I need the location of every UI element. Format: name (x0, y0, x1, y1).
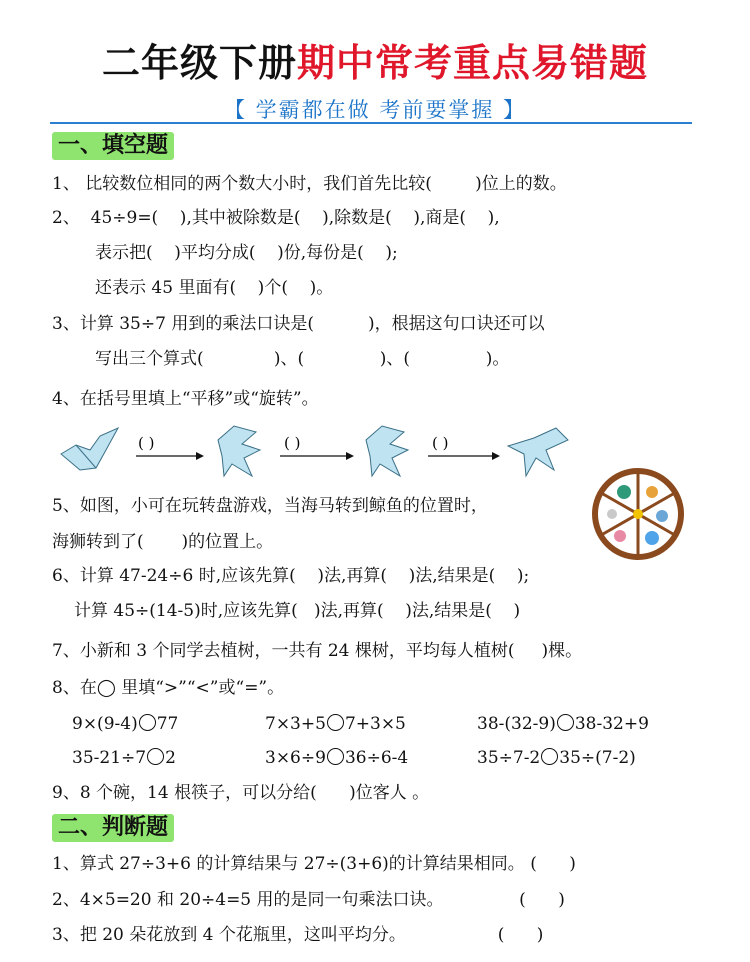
question-1: 1、 比较数位相同的两个数大小时，我们首先比较( )位上的数。 (52, 174, 567, 194)
compare-left: 35-21÷7 (72, 748, 147, 768)
judge-1: 1、算式 27÷3+6 的计算结果与 27÷(3+6)的计算结果相同。 ( ) (52, 854, 576, 874)
blank-circle[interactable] (541, 748, 558, 765)
title-black: 二年级下册 (101, 41, 297, 85)
arrow-blank-3: ( ) (432, 434, 449, 452)
compare-left: 35÷7-2 (477, 748, 541, 768)
compare-left: 9×(9-4) (72, 714, 138, 734)
question-4: 4、在括号里填上“平移”或“旋转”。 (52, 389, 319, 409)
question-9: 9、8 个碗，14 根筷子，可以分给( )位客人 。 (52, 783, 430, 803)
judge-2: 2、4×5=20 和 20÷4=5 用的是同一句乘法口诀。 ( ) (52, 890, 565, 910)
sea-lion-icon (607, 509, 617, 519)
section-fill-blank: 一、填空题 (52, 132, 174, 160)
compare-item (477, 712, 649, 736)
question-3b: 写出三个算式( )、( )、( )。 (95, 349, 510, 369)
compare-left: 3×6÷9 (265, 748, 326, 768)
blank-circle[interactable] (139, 714, 156, 731)
spinner-wheel (590, 466, 686, 562)
page-title (0, 38, 750, 88)
question-7: 7、小新和 3 个同学去植树，一共有 24 棵树，平均每人植树( )棵。 (52, 641, 583, 661)
compare-item (265, 746, 408, 770)
title-red: 期中常考重点易错题 (297, 41, 649, 85)
subtitle: 【 学霸都在做 考前要掌握 】 (223, 98, 527, 122)
question-6a: 6、计算 47-24÷6 时,应该先算( )法,再算( )法,结果是( ); (52, 566, 530, 586)
compare-right: 7+3×5 (344, 714, 406, 734)
jellyfish-icon (614, 530, 626, 542)
compare-item (72, 712, 178, 736)
seal-icon (656, 510, 668, 522)
whale-icon (645, 531, 659, 545)
crane-1-icon (61, 428, 118, 470)
compare-right: 36÷6-4 (344, 748, 409, 768)
compare-item (477, 746, 636, 770)
question-2b: 表示把( )平均分成( )份,每份是( ); (95, 243, 398, 263)
compare-item (265, 712, 406, 736)
question-5a: 5、如图，小可在玩转盘游戏，当海马转到鲸鱼的位置时， (52, 496, 488, 516)
seahorse-icon (617, 485, 631, 499)
question-3a: 3、计算 35÷7 用到的乘法口诀是( )，根据这句口诀还可以 (52, 314, 545, 334)
crane-2-icon (218, 426, 260, 476)
compare-left: 7×3+5 (265, 714, 326, 734)
question-2a: 2、 45÷9=( ),其中被除数是( ),除数是( ),商是( ), (52, 208, 500, 228)
question-6b: 计算 45÷(14-5)时,应该先算( )法,再算( )法,结果是( ) (74, 601, 521, 621)
compare-right: 2 (165, 748, 176, 768)
compare-right: 35÷(7-2) (559, 748, 636, 768)
blank-circle[interactable] (327, 748, 344, 765)
starfish-icon (646, 486, 658, 498)
blank-circle[interactable] (327, 714, 344, 731)
compare-item (72, 746, 176, 770)
crane-4-icon (508, 428, 568, 476)
compare-left: 38-(32-9) (477, 714, 556, 734)
compare-right: 77 (156, 714, 179, 734)
divider (50, 122, 692, 124)
blank-circle[interactable] (557, 714, 574, 731)
crane-sequence (56, 420, 576, 480)
question-5b: 海狮转到了( )的位置上。 (52, 532, 274, 552)
crane-3-icon (366, 426, 408, 476)
arrow-blank-2: ( ) (284, 434, 301, 452)
blank-circle[interactable] (147, 748, 164, 765)
arrow-blank-1: ( ) (138, 434, 155, 452)
section-true-false: 二、判断题 (52, 814, 174, 842)
question-8: 8、在◯ 里填“>”“<”或“=”。 (52, 678, 285, 698)
question-2c: 还表示 45 里面有( )个( )。 (95, 278, 334, 298)
compare-right: 38-32+9 (574, 714, 649, 734)
judge-3: 3、把 20 朵花放到 4 个花瓶里，这叫平均分。 ( ) (52, 925, 544, 945)
